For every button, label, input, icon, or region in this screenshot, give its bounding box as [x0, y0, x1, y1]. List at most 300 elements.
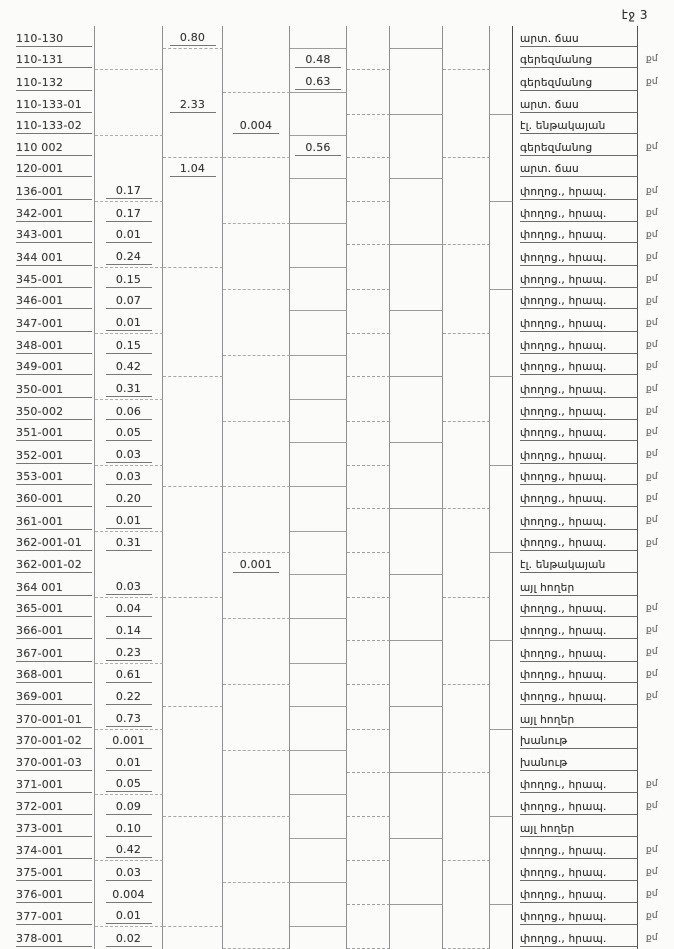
- area-col-3-cell: [223, 136, 290, 158]
- area-col-4-cell: [290, 466, 347, 488]
- parcel-code-cell: [0, 93, 95, 115]
- unit-cell: [638, 905, 674, 928]
- table-row: [0, 224, 674, 246]
- area-col-2-cell: [163, 70, 223, 93]
- empty-cell: [443, 115, 490, 137]
- area-col-1-cell: [95, 290, 163, 312]
- unit-cell: [638, 311, 674, 334]
- land-use-cell: [513, 356, 638, 378]
- unit-label: քմ: [646, 801, 658, 812]
- area-col-3-cell: [223, 202, 290, 224]
- empty-cell: [347, 356, 390, 378]
- area-col-3-cell: [223, 598, 290, 620]
- land-use-cell: [513, 422, 638, 444]
- empty-cell: [390, 158, 443, 180]
- table-row: [0, 641, 674, 664]
- empty-cell: [390, 70, 443, 93]
- area-col-1-cell: [95, 839, 163, 862]
- land-use-cell: [513, 466, 638, 488]
- area-col-1-cell: [95, 487, 163, 509]
- empty-cell: [347, 136, 390, 158]
- land-use-label: էլ. ենթակայան: [520, 559, 637, 573]
- area-col-2-cell: [163, 598, 223, 620]
- area-col-4-cell: [290, 334, 347, 356]
- empty-cell: [490, 883, 513, 905]
- land-use-cell: [513, 927, 638, 949]
- empty-cell: [390, 795, 443, 817]
- area-col-4-cell: [290, 598, 347, 620]
- area-col-2-cell: [163, 751, 223, 773]
- land-use-label: փողոց., հրապ.: [520, 537, 637, 551]
- parcel-code-cell: [0, 268, 95, 290]
- empty-cell: [443, 487, 490, 509]
- parcel-code: 110-131: [16, 53, 92, 68]
- empty-cell: [347, 245, 390, 268]
- land-use-label: փողոց., հրապ.: [520, 669, 637, 683]
- empty-cell: [490, 422, 513, 444]
- area-col-2-cell: [163, 179, 223, 202]
- empty-cell: [390, 509, 443, 532]
- empty-cell: [443, 751, 490, 773]
- table-row: [0, 179, 674, 202]
- parcel-code-cell: [0, 685, 95, 707]
- empty-cell: [390, 334, 443, 356]
- unit-label: քմ: [646, 229, 658, 240]
- parcel-code-cell: [0, 664, 95, 686]
- unit-cell: [638, 861, 674, 883]
- area-value: 0.01: [106, 316, 152, 331]
- area-value: 0.01: [106, 228, 152, 243]
- land-use-cell: [513, 179, 638, 202]
- empty-cell: [347, 179, 390, 202]
- area-col-1-cell: [95, 664, 163, 686]
- table-row: [0, 49, 674, 71]
- area-col-4-cell: [290, 93, 347, 115]
- empty-cell: [490, 202, 513, 224]
- table-row: [0, 93, 674, 115]
- land-use-label: փողոց., հրապ.: [520, 229, 637, 243]
- empty-cell: [390, 224, 443, 246]
- area-col-3-cell: [223, 839, 290, 862]
- parcel-code: 360-001: [16, 492, 92, 507]
- parcel-code-cell: [0, 311, 95, 334]
- empty-cell: [490, 509, 513, 532]
- parcel-code: 343-001: [16, 228, 92, 243]
- area-col-3-cell: [223, 795, 290, 817]
- parcel-code: 376-001: [16, 888, 92, 903]
- area-col-3-cell: [223, 751, 290, 773]
- area-col-1-cell: [95, 443, 163, 466]
- table-row: [0, 290, 674, 312]
- empty-cell: [347, 115, 390, 137]
- land-use-cell: [513, 707, 638, 730]
- empty-cell: [347, 927, 390, 949]
- area-value: 0.14: [106, 624, 152, 639]
- table-row: [0, 202, 674, 224]
- area-col-2-cell: [163, 685, 223, 707]
- area-col-2-cell: [163, 861, 223, 883]
- area-value: 0.56: [295, 141, 341, 156]
- empty-cell: [390, 707, 443, 730]
- land-use-cell: [513, 377, 638, 400]
- area-col-3-cell: [223, 861, 290, 883]
- empty-cell: [347, 443, 390, 466]
- empty-cell: [390, 641, 443, 664]
- unit-label: քմ: [646, 910, 658, 921]
- area-col-2-cell: [163, 575, 223, 598]
- empty-cell: [347, 883, 390, 905]
- area-col-4-cell: [290, 158, 347, 180]
- empty-cell: [443, 179, 490, 202]
- empty-cell: [347, 224, 390, 246]
- parcel-code: 361-001: [16, 515, 92, 530]
- empty-cell: [347, 93, 390, 115]
- unit-cell: [638, 115, 674, 137]
- land-use-label: փողոց., հրապ.: [520, 603, 637, 617]
- empty-cell: [390, 664, 443, 686]
- unit-label: քմ: [646, 54, 658, 65]
- empty-cell: [490, 158, 513, 180]
- empty-cell: [490, 817, 513, 839]
- unit-cell: [638, 839, 674, 862]
- empty-cell: [490, 598, 513, 620]
- table-row: [0, 927, 674, 949]
- empty-cell: [347, 707, 390, 730]
- parcel-code: 367-001: [16, 647, 92, 662]
- area-col-2-cell: [163, 730, 223, 752]
- table-row: [0, 532, 674, 554]
- unit-cell: [638, 619, 674, 641]
- area-col-2-cell: [163, 905, 223, 928]
- empty-cell: [490, 664, 513, 686]
- area-col-2-cell: [163, 356, 223, 378]
- table-row: [0, 730, 674, 752]
- unit-cell: [638, 707, 674, 730]
- land-use-label: փողոց., հրապ.: [520, 295, 637, 309]
- parcel-code-cell: [0, 334, 95, 356]
- unit-cell: [638, 334, 674, 356]
- land-use-label: գերեզմանոց: [520, 142, 637, 156]
- area-col-4-cell: [290, 773, 347, 796]
- parcel-code: 110-133-01: [16, 98, 92, 113]
- empty-cell: [390, 49, 443, 71]
- parcel-code: 370-001-02: [16, 734, 92, 749]
- unit-cell: [638, 532, 674, 554]
- empty-cell: [390, 730, 443, 752]
- land-use-cell: [513, 575, 638, 598]
- empty-cell: [390, 817, 443, 839]
- parcel-code: 366-001: [16, 624, 92, 639]
- area-col-4-cell: [290, 400, 347, 422]
- area-col-2-cell: [163, 245, 223, 268]
- area-col-3-cell: [223, 356, 290, 378]
- area-col-4-cell: [290, 509, 347, 532]
- empty-cell: [390, 905, 443, 928]
- area-col-1-cell: [95, 268, 163, 290]
- area-col-4-cell: [290, 861, 347, 883]
- unit-label: քմ: [646, 515, 658, 526]
- land-use-label: փողոց., հրապ.: [520, 867, 637, 881]
- land-use-label: փողոց., հրապ.: [520, 516, 637, 530]
- empty-cell: [443, 598, 490, 620]
- empty-cell: [390, 179, 443, 202]
- area-col-3-cell: [223, 377, 290, 400]
- unit-cell: [638, 268, 674, 290]
- parcel-code-cell: [0, 619, 95, 641]
- area-value: 0.01: [106, 756, 152, 771]
- area-col-3-cell: [223, 883, 290, 905]
- area-col-3-cell: [223, 509, 290, 532]
- area-col-1-cell: [95, 598, 163, 620]
- area-col-2-cell: [163, 115, 223, 137]
- area-col-2-cell: [163, 817, 223, 839]
- unit-label: քմ: [646, 273, 658, 284]
- parcel-code-cell: [0, 356, 95, 378]
- land-use-label: փողոց., հրապ.: [520, 648, 637, 662]
- parcel-code-cell: [0, 730, 95, 752]
- area-value: 0.31: [106, 382, 152, 397]
- parcel-code-cell: [0, 49, 95, 71]
- area-col-1-cell: [95, 49, 163, 71]
- area-col-1-cell: [95, 707, 163, 730]
- unit-cell: [638, 927, 674, 949]
- land-use-label: փողոց., հրապ.: [520, 889, 637, 903]
- empty-cell: [443, 773, 490, 796]
- empty-cell: [443, 641, 490, 664]
- empty-cell: [490, 553, 513, 575]
- empty-cell: [443, 707, 490, 730]
- area-col-2-cell: [163, 443, 223, 466]
- land-use-label: փողոց., հրապ.: [520, 493, 637, 507]
- empty-cell: [490, 311, 513, 334]
- area-value: 0.15: [106, 273, 152, 288]
- empty-cell: [347, 377, 390, 400]
- land-use-cell: [513, 598, 638, 620]
- table-row: [0, 773, 674, 796]
- unit-cell: [638, 136, 674, 158]
- area-col-1-cell: [95, 158, 163, 180]
- area-col-1-cell: [95, 245, 163, 268]
- unit-cell: [638, 685, 674, 707]
- empty-cell: [443, 553, 490, 575]
- empty-cell: [347, 70, 390, 93]
- area-value: 0.05: [106, 777, 152, 792]
- area-col-4-cell: [290, 422, 347, 444]
- parcel-code-cell: [0, 443, 95, 466]
- table-row: [0, 751, 674, 773]
- parcel-code: 362-001-02: [16, 558, 92, 573]
- unit-cell: [638, 466, 674, 488]
- area-col-3-cell: [223, 466, 290, 488]
- unit-label: քմ: [646, 317, 658, 328]
- unit-cell: [638, 641, 674, 664]
- area-value: 0.02: [106, 932, 152, 947]
- parcel-code: 136-001: [16, 185, 92, 200]
- unit-label: քմ: [646, 603, 658, 614]
- land-use-label: փողոց., հրապ.: [520, 691, 637, 705]
- area-value: 0.004: [106, 888, 152, 903]
- empty-cell: [443, 795, 490, 817]
- parcel-code: 110 002: [16, 141, 92, 156]
- unit-cell: [638, 224, 674, 246]
- land-use-label: փողոց., հրապ.: [520, 208, 637, 222]
- empty-cell: [390, 268, 443, 290]
- unit-cell: [638, 553, 674, 575]
- area-value: 0.03: [106, 580, 152, 595]
- parcel-code: 352-001: [16, 449, 92, 464]
- area-col-4-cell: [290, 883, 347, 905]
- empty-cell: [443, 883, 490, 905]
- land-use-cell: [513, 115, 638, 137]
- land-use-label: արտ. ճաս: [520, 99, 637, 113]
- area-col-3-cell: [223, 619, 290, 641]
- area-col-2-cell: [163, 839, 223, 862]
- empty-cell: [443, 730, 490, 752]
- unit-cell: [638, 575, 674, 598]
- area-col-3-cell: [223, 311, 290, 334]
- empty-cell: [443, 356, 490, 378]
- unit-label: քմ: [646, 471, 658, 482]
- land-use-cell: [513, 26, 638, 49]
- unit-cell: [638, 400, 674, 422]
- empty-cell: [390, 466, 443, 488]
- area-col-3-cell: [223, 115, 290, 137]
- area-col-2-cell: [163, 290, 223, 312]
- empty-cell: [347, 26, 390, 49]
- unit-label: քմ: [646, 537, 658, 548]
- land-use-cell: [513, 202, 638, 224]
- unit-label: քմ: [646, 845, 658, 856]
- area-col-1-cell: [95, 575, 163, 598]
- table-row: [0, 839, 674, 862]
- parcel-code-cell: [0, 795, 95, 817]
- unit-label: քմ: [646, 383, 658, 394]
- area-col-4-cell: [290, 641, 347, 664]
- empty-cell: [490, 927, 513, 949]
- unit-label: քմ: [646, 405, 658, 416]
- empty-cell: [443, 466, 490, 488]
- empty-cell: [490, 575, 513, 598]
- area-value: 0.03: [106, 448, 152, 463]
- parcel-code: 110-130: [16, 32, 92, 47]
- empty-cell: [347, 619, 390, 641]
- parcel-code: 365-001: [16, 602, 92, 617]
- parcel-code: 378-001: [16, 932, 92, 947]
- unit-cell: [638, 422, 674, 444]
- empty-cell: [443, 224, 490, 246]
- unit-label: քմ: [646, 933, 658, 944]
- area-value: 0.03: [106, 866, 152, 881]
- page-number-label: էջ 3: [621, 8, 648, 22]
- area-col-2-cell: [163, 466, 223, 488]
- empty-cell: [490, 26, 513, 49]
- area-col-3-cell: [223, 641, 290, 664]
- empty-cell: [490, 443, 513, 466]
- empty-cell: [390, 751, 443, 773]
- empty-cell: [347, 509, 390, 532]
- empty-cell: [490, 49, 513, 71]
- area-col-4-cell: [290, 664, 347, 686]
- empty-cell: [490, 245, 513, 268]
- area-col-1-cell: [95, 730, 163, 752]
- area-col-3-cell: [223, 245, 290, 268]
- empty-cell: [443, 158, 490, 180]
- area-value: 0.24: [106, 250, 152, 265]
- parcel-code: 370-001-03: [16, 756, 92, 771]
- area-col-1-cell: [95, 224, 163, 246]
- land-parcel-table: [0, 26, 674, 949]
- area-col-4-cell: [290, 377, 347, 400]
- parcel-code-cell: [0, 553, 95, 575]
- land-use-label: փողոց., հրապ.: [520, 801, 637, 815]
- area-col-4-cell: [290, 179, 347, 202]
- area-col-2-cell: [163, 26, 223, 49]
- area-col-3-cell: [223, 553, 290, 575]
- empty-cell: [347, 905, 390, 928]
- land-use-label: փողոց., հրապ.: [520, 450, 637, 464]
- land-use-label: փողոց., հրապ.: [520, 384, 637, 398]
- land-use-label: փողոց., հրապ.: [520, 274, 637, 288]
- empty-cell: [443, 927, 490, 949]
- unit-label: քմ: [646, 779, 658, 790]
- area-value: 0.61: [106, 668, 152, 683]
- land-use-cell: [513, 311, 638, 334]
- area-col-2-cell: [163, 377, 223, 400]
- parcel-code: 345-001: [16, 273, 92, 288]
- land-use-cell: [513, 795, 638, 817]
- area-col-3-cell: [223, 158, 290, 180]
- area-col-3-cell: [223, 927, 290, 949]
- area-col-1-cell: [95, 817, 163, 839]
- land-use-label: փողոց., հրապ.: [520, 625, 637, 639]
- land-use-label: փողոց., հրապ.: [520, 911, 637, 925]
- unit-label: քմ: [646, 207, 658, 218]
- unit-cell: [638, 158, 674, 180]
- empty-cell: [490, 773, 513, 796]
- empty-cell: [347, 861, 390, 883]
- area-col-4-cell: [290, 49, 347, 71]
- unit-cell: [638, 817, 674, 839]
- table-row: [0, 598, 674, 620]
- unit-cell: [638, 509, 674, 532]
- area-col-3-cell: [223, 422, 290, 444]
- area-col-3-cell: [223, 443, 290, 466]
- table-row: [0, 70, 674, 93]
- empty-cell: [443, 509, 490, 532]
- empty-cell: [347, 641, 390, 664]
- area-col-2-cell: [163, 927, 223, 949]
- unit-cell: [638, 598, 674, 620]
- land-use-cell: [513, 839, 638, 862]
- area-col-4-cell: [290, 532, 347, 554]
- area-col-2-cell: [163, 334, 223, 356]
- empty-cell: [490, 268, 513, 290]
- parcel-code: 110-133-02: [16, 119, 92, 134]
- unit-label: քմ: [646, 647, 658, 658]
- area-col-1-cell: [95, 356, 163, 378]
- land-use-cell: [513, 773, 638, 796]
- land-use-label: այլ հողեր: [520, 714, 637, 728]
- area-col-1-cell: [95, 795, 163, 817]
- area-col-4-cell: [290, 795, 347, 817]
- empty-cell: [347, 334, 390, 356]
- area-value: 0.001: [106, 734, 152, 749]
- land-use-cell: [513, 664, 638, 686]
- area-col-2-cell: [163, 619, 223, 641]
- unit-label: քմ: [646, 76, 658, 87]
- area-col-4-cell: [290, 202, 347, 224]
- area-value: 0.42: [106, 360, 152, 375]
